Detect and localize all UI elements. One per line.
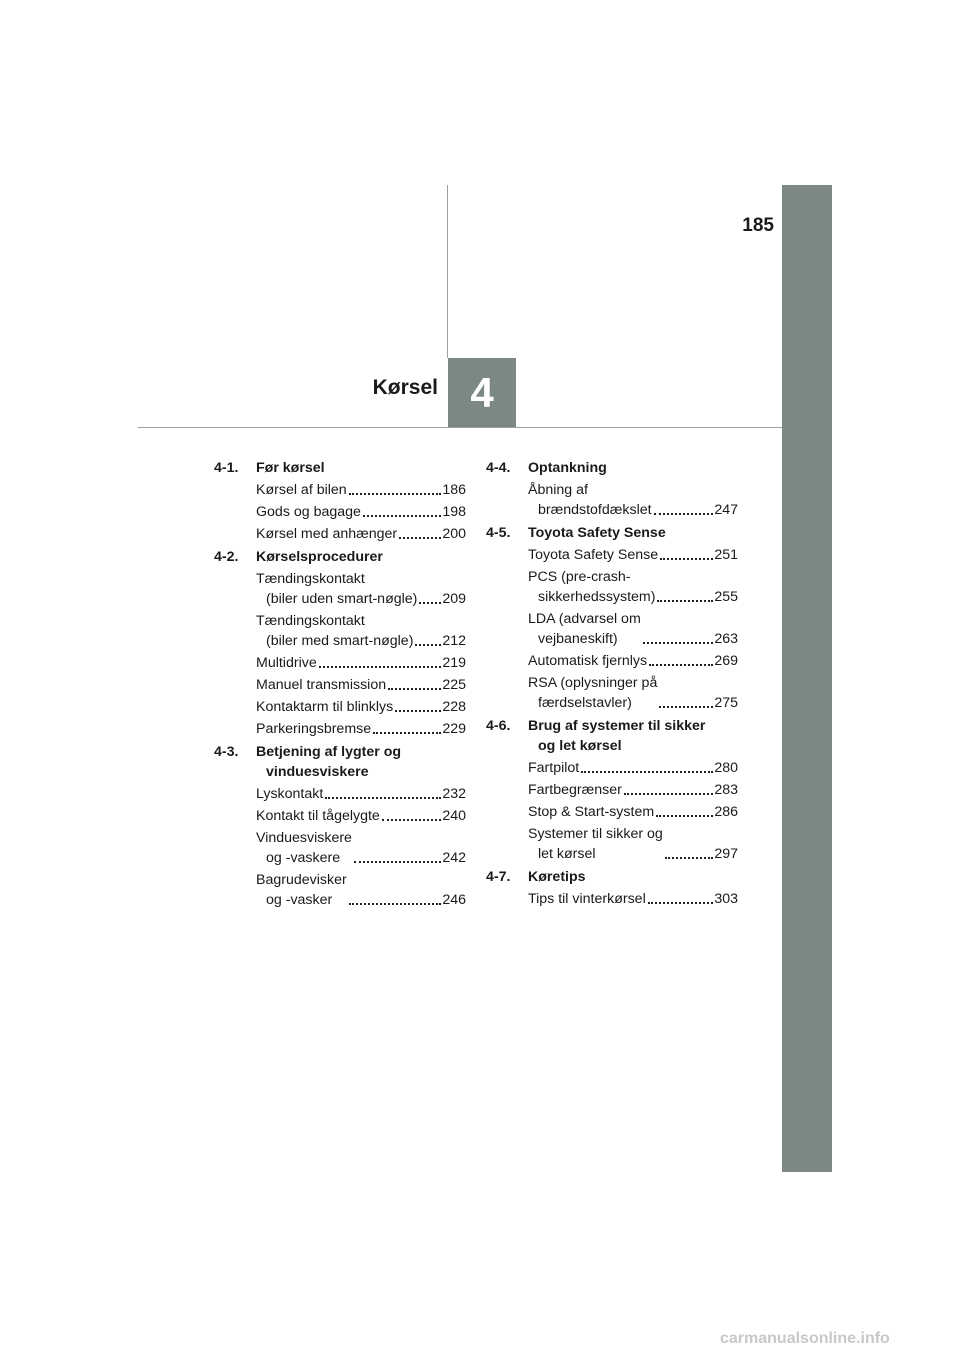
watermark: carmanualsonline.info [720,1330,890,1347]
chapter-side-tab [782,185,832,1172]
toc-entry[interactable] [214,653,466,673]
entry-title [528,480,714,520]
entry-title-text [528,824,663,864]
entry-page-number: 297 [714,846,738,862]
entry-page-number: 242 [442,850,466,866]
entry-page-number: 286 [714,804,738,820]
section-title [256,742,466,782]
entry-page-number: 283 [714,782,738,798]
chapter-number-box [448,358,516,427]
entry-title [256,569,442,609]
entry-title-line: Stop & Start-system [528,804,655,820]
entry-title-line: PCS (pre-crash- [528,569,631,585]
entry-page-number: 219 [442,655,466,671]
toc-entry[interactable] [214,569,466,609]
toc-entry[interactable] [214,697,466,717]
entry-title [256,480,442,500]
toc-section-heading [486,716,738,756]
entry-title-text [256,697,393,717]
toc-entry[interactable] [214,828,466,868]
toc-section-heading [214,742,466,782]
dot-leader [419,602,441,604]
entry-title-text [528,609,641,649]
section-title [256,547,466,567]
entry-title-line: Tændingskontakt [256,571,365,587]
entry-title-line: Tændingskontakt [256,613,365,629]
entry-page-number: 263 [714,631,738,647]
dot-leader [624,793,713,795]
entry-title-line: Åbning af [528,482,588,498]
dot-leader [657,600,713,602]
section-number: 4-5. [486,525,511,541]
toc-entry[interactable] [486,545,738,565]
section-title-line: Betjening af lygter og [256,744,402,760]
entry-title-line: Lyskontakt [256,786,324,802]
dot-leader [648,902,714,904]
entry-page-number: 186 [442,482,466,498]
dot-leader [349,493,442,495]
entry-title [528,545,714,565]
dot-leader [581,771,713,773]
section-number: 4-3. [214,744,239,760]
entry-title-text [256,806,380,826]
entry-page-number: 225 [442,677,466,693]
section-title-line: Køretips [528,869,586,885]
entry-title-line: Tips til vinterkørsel [528,891,646,907]
entry-title [256,870,442,910]
entry-title-line: Vinduesviskere [256,830,352,846]
toc-column-left [214,458,466,910]
page-number: 185 [742,215,774,236]
entry-page-number: 200 [442,526,466,542]
toc-entry[interactable] [486,802,738,822]
entry-title-text [256,675,386,695]
dot-leader [373,732,441,734]
entry-title-text [528,480,652,520]
entry-title-line: og -vaskere [266,850,341,866]
entry-page-number: 269 [714,653,738,669]
entry-page-number: 228 [442,699,466,715]
entry-title-text [528,802,654,822]
entry-title-text [256,502,361,522]
dot-leader [363,515,441,517]
dot-leader [399,537,441,539]
entry-page-number: 232 [442,786,466,802]
dot-leader [325,797,441,799]
dot-leader [654,513,714,515]
entry-title [528,609,714,649]
section-number: 4-6. [486,718,511,734]
section-number: 4-2. [214,549,239,565]
entry-page-number: 280 [714,760,738,776]
entry-title-text [528,567,655,607]
entry-page-number: 275 [714,695,738,711]
vertical-divider [447,185,448,358]
entry-title [256,784,442,804]
toc-entry[interactable] [214,611,466,651]
entry-title-text [528,758,579,778]
entry-title [256,828,442,868]
entry-title-text [256,524,397,544]
entry-title-line: Fartpilot [528,760,580,776]
toc-entry[interactable] [214,870,466,910]
toc-entry[interactable] [486,673,738,713]
dot-leader [415,644,441,646]
entry-title-line: færdselstavler) [538,695,632,711]
entry-page-number: 212 [442,633,466,649]
dot-leader [349,903,442,905]
toc-section-heading [486,523,738,543]
toc-entry[interactable] [486,480,738,520]
toc-entry[interactable] [486,609,738,649]
entry-title-line: Manuel transmission [256,677,387,693]
dot-leader [659,706,713,708]
entry-title-text [256,719,371,739]
entry-page-number: 303 [714,891,738,907]
entry-title-text [256,828,352,868]
entry-title-text [256,611,413,651]
entry-title-text [256,784,323,804]
toc-section-heading [486,458,738,478]
section-title-line: og let kørsel [538,738,622,754]
entry-title-line: Kontaktarm til blinklys [256,699,394,715]
entry-title [256,806,442,826]
section-title-line: Optankning [528,460,607,476]
toc-section-heading [214,547,466,567]
entry-title-text [256,653,317,673]
toc-entry[interactable] [486,780,738,800]
section-title [528,458,738,478]
entry-title [528,651,714,671]
entry-title-line: Kørsel med anhænger [256,526,398,542]
chapter-number: 4 [470,368,494,416]
entry-page-number: 247 [714,502,738,518]
entry-title-line: Multidrive [256,655,317,671]
entry-page-number: 198 [442,504,466,520]
entry-title-line: Bagrudevisker [256,872,347,888]
section-title-line: Toyota Safety Sense [528,525,666,541]
entry-title-line: (biler med smart-nøgle) [266,633,414,649]
toc-entry[interactable] [214,480,466,500]
dot-leader [319,666,442,668]
entry-title [256,675,442,695]
entry-title [528,780,714,800]
toc-section-heading [214,458,466,478]
entry-title-text [528,545,658,565]
entry-title-text [256,870,347,910]
entry-title [528,673,714,713]
horizontal-divider [138,427,782,428]
toc-section-heading [486,867,738,887]
toc-entry[interactable] [486,889,738,909]
entry-title-line: Kørsel af bilen [256,482,347,498]
section-title [528,716,738,756]
entry-page-number: 209 [442,591,466,607]
entry-title-line: let kørsel [538,846,596,862]
entry-title-line: sikkerhedssystem) [538,589,656,605]
dot-leader [382,819,442,821]
entry-title [528,567,714,607]
dot-leader [354,861,441,863]
dot-leader [665,857,714,859]
dot-leader [388,688,441,690]
toc-entry[interactable] [486,824,738,864]
dot-leader [660,558,713,560]
section-number: 4-1. [214,460,239,476]
toc-entry[interactable] [214,719,466,739]
dot-leader [643,642,714,644]
entry-title-text [256,480,347,500]
entry-title-line: brændstofdækslet [538,502,652,518]
entry-title-text [528,673,657,713]
section-number: 4-7. [486,869,511,885]
entry-title-line: Kontakt til tågelygte [256,808,380,824]
section-title [528,523,738,543]
section-title [528,867,738,887]
entry-title [256,653,442,673]
entry-title-line: (biler uden smart-nøgle) [266,591,418,607]
entry-title-line: Fartbegrænser [528,782,622,798]
entry-title [256,719,442,739]
entry-title-line: Systemer til sikker og [528,826,663,842]
toc-entry[interactable] [214,784,466,804]
entry-title [256,611,442,651]
section-title-line: Kørselsprocedurer [256,549,383,565]
toc-entry[interactable] [214,806,466,826]
dot-leader [656,815,713,817]
entry-title-line: Toyota Safety Sense [528,547,659,563]
entry-page-number: 240 [442,808,466,824]
section-number: 4-4. [486,460,511,476]
dot-leader [395,710,441,712]
entry-title-text [528,651,647,671]
entry-title [528,824,714,864]
section-title-line: Før kørsel [256,460,325,476]
dot-leader [649,664,713,666]
entry-title-line: RSA (oplysninger på [528,675,658,691]
entry-title [256,697,442,717]
entry-page-number: 255 [714,589,738,605]
entry-title-line: vejbaneskift) [538,631,618,647]
entry-title-line: Automatisk fjernlys [528,653,648,669]
entry-title-text [528,780,622,800]
toc-entry[interactable] [214,675,466,695]
chapter-title: Kørsel [372,376,438,399]
toc-entry[interactable] [486,651,738,671]
toc-entry[interactable] [214,502,466,522]
toc-entry[interactable] [214,524,466,544]
toc-entry[interactable] [486,567,738,607]
toc-column-right [486,458,738,909]
entry-title [528,802,714,822]
entry-page-number: 251 [714,547,738,563]
section-title-line: vinduesviskere [266,764,369,780]
entry-page-number: 229 [442,721,466,737]
entry-page-number: 246 [442,892,466,908]
entry-title [528,889,714,909]
entry-title-line: og -vasker [266,892,333,908]
entry-title-line: Parkeringsbremse [256,721,372,737]
toc-entry[interactable] [486,758,738,778]
entry-title-line: LDA (advarsel om [528,611,641,627]
section-title [256,458,466,478]
entry-title-text [256,569,417,609]
entry-title [256,524,442,544]
entry-title [256,502,442,522]
entry-title-line: Gods og bagage [256,504,361,520]
section-title-line: Brug af systemer til sikker [528,718,706,734]
entry-title-text [528,889,646,909]
entry-title [528,758,714,778]
